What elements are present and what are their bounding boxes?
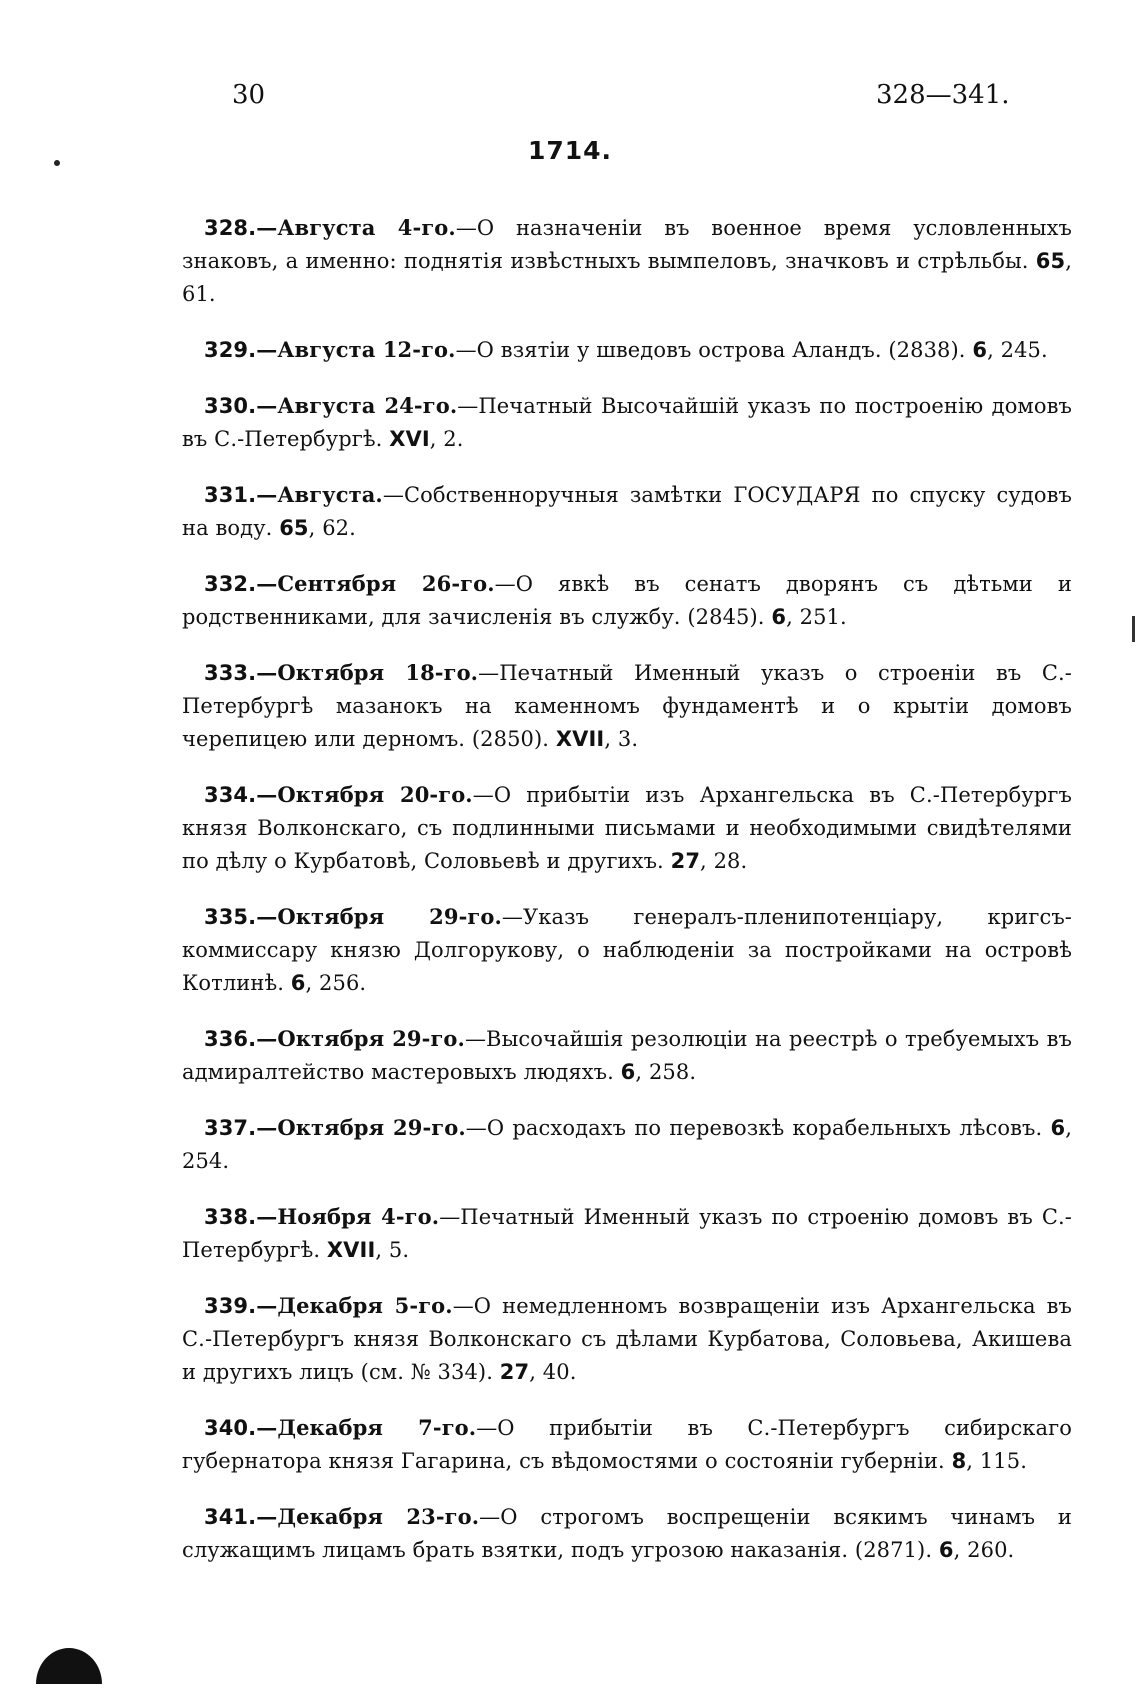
entry-date: —Августа 12-го. <box>256 337 456 362</box>
entry-text: —О строгомъ воспрещеніи всякимъ чинамъ и служащимъ лицамъ брать взятки, подъ угрозою наказанія. (2871). <box>182 1505 1072 1562</box>
entry-page: , 251. <box>786 605 847 629</box>
entry-number: 333. <box>204 661 257 685</box>
entry <box>182 333 1072 367</box>
entry-volume: 27 <box>670 849 701 873</box>
entry-page: , 256. <box>305 971 367 995</box>
year-heading: 1714. <box>527 136 613 165</box>
entry-page: , 3. <box>604 727 639 751</box>
entry-date: —Октября 29-го. <box>256 904 502 929</box>
entry-date: —Декабря 5-го. <box>256 1293 453 1318</box>
entry-text: —Указъ генералъ-пленипотенціару, кригсъ-коммиссару князю Долгорукову, о наблюденіи за постройками на островѣ Котлинѣ. <box>182 905 1072 995</box>
entry-date: —Августа. <box>256 482 383 507</box>
entry-number: 335. <box>204 905 257 929</box>
entry-text: —Печатный Высочайшій указъ по построенію домовъ въ С.-Петербургѣ. <box>182 394 1072 451</box>
entry-page: , 115. <box>966 1449 1028 1473</box>
entry-volume: 8 <box>951 1449 967 1473</box>
entry <box>182 1500 1072 1567</box>
entry-volume: 27 <box>499 1360 530 1384</box>
entry-page: , 2. <box>429 427 464 451</box>
entry-number: 334. <box>204 783 257 807</box>
entry-number: 328. <box>204 216 257 240</box>
entry-date: —Августа 4-го. <box>256 215 456 240</box>
entry-page: , 28. <box>700 849 748 873</box>
entry-page: , 260. <box>953 1538 1015 1562</box>
entry <box>182 1200 1072 1267</box>
entry-date: —Октября 29-го. <box>256 1115 466 1140</box>
entry-number: 338. <box>204 1205 257 1229</box>
entry <box>182 211 1072 311</box>
entry-text: —Собственноручныя замѣтки ГОСУДАРЯ по спуску судовъ на воду. <box>182 483 1072 540</box>
entry-volume: 6 <box>1050 1116 1066 1140</box>
edge-mark <box>1132 616 1135 642</box>
entry-volume: 65 <box>1035 249 1066 273</box>
entry-page: , 62. <box>308 516 356 540</box>
entry-volume: XVII <box>326 1238 376 1262</box>
entry-date: —Ноября 4-го. <box>256 1204 440 1229</box>
entry-text: —О прибытіи въ С.-Петербургъ сибирскаго губернатора князя Гагарина, съ вѣдомостями о состояніи губерніи. <box>182 1416 1072 1473</box>
entry-number: 331. <box>204 483 257 507</box>
entry-range: 328—341. <box>876 80 1010 110</box>
page-number: 30 <box>232 80 266 110</box>
entry-date: —Августа 24-го. <box>256 393 458 418</box>
entry-text: —О взятіи у шведовъ острова Аландъ. (2838). <box>455 338 973 362</box>
entry-volume: XVII <box>555 727 605 751</box>
entry-volume: 6 <box>938 1538 954 1562</box>
entry <box>182 656 1072 756</box>
entry-date: —Октября 29-го. <box>256 1026 465 1051</box>
entry-number: 337. <box>204 1116 257 1140</box>
entry-text: —Печатный Именный указъ по строенію домовъ въ С.-Петербургѣ. <box>182 1205 1072 1262</box>
entry <box>182 778 1072 878</box>
entry-page: , 40. <box>529 1360 577 1384</box>
entry-text: —О расходахъ по перевозкѣ корабельныхъ лѣсовъ. <box>465 1116 1051 1140</box>
entry-text: —Высочайшія резолюціи на реестрѣ о требуемыхъ въ адмиралтейство мастеровыхъ людяхъ. <box>182 1027 1072 1084</box>
entry <box>182 1111 1072 1178</box>
entry <box>182 389 1072 456</box>
ink-blot <box>36 1648 102 1684</box>
entry-number: 336. <box>204 1027 257 1051</box>
entry-list <box>182 190 1072 1589</box>
entry-volume: 6 <box>771 605 787 629</box>
entry <box>182 1289 1072 1389</box>
entry-text: —О немедленномъ возвращеніи изъ Архангельска въ С.-Петербургъ князя Волконскаго съ дѣлами Курбатова, Соловьева, Акишева и другихъ лицъ (см. № 334). <box>182 1294 1072 1384</box>
entry <box>182 478 1072 545</box>
entry-volume: 6 <box>972 338 988 362</box>
entry-number: 329. <box>204 338 257 362</box>
entry-page: , 254. <box>182 1116 1072 1173</box>
entry <box>182 1411 1072 1478</box>
entry-page: , 258. <box>635 1060 697 1084</box>
entry-number: 330. <box>204 394 257 418</box>
entry-number: 340. <box>204 1416 257 1440</box>
entry-number: 339. <box>204 1294 257 1318</box>
entry-volume: XVI <box>389 427 430 451</box>
entry-date: —Декабря 23-го. <box>256 1504 480 1529</box>
entry-volume: 6 <box>620 1060 636 1084</box>
entry <box>182 567 1072 634</box>
entry-date: —Октября 18-го. <box>256 660 479 685</box>
margin-dot <box>54 160 60 166</box>
entry-number: 332. <box>204 572 257 596</box>
entry-text: —О назначеніи въ военное время условленныхъ знаковъ, а именно: поднятія извѣстныхъ вымпеловъ, значковъ и стрѣльбы. <box>182 216 1072 273</box>
entry-text: —О явкѣ въ сенатъ дворянъ съ дѣтьми и родственниками, для зачисленія въ службу. (2845). <box>182 572 1072 629</box>
entry-text: —Печатный Именный указъ о строеніи въ С.-Петербургѣ мазанокъ на каменномъ фундаментѣ и о крытіи домовъ черепицею или дерномъ. (2850). <box>182 661 1072 751</box>
entry-page: , 245. <box>987 338 1048 362</box>
entry <box>182 900 1072 1000</box>
entry-volume: 65 <box>279 516 309 540</box>
entry-number: 341. <box>204 1505 257 1529</box>
entry-page: , 5. <box>375 1238 410 1262</box>
entry-text: —О прибытіи изъ Архангельска въ С.-Петербургъ князя Волконскаго, съ подлинными письмами и необходимыми свидѣтелями по дѣлу о Курбатовѣ, Соловьевѣ и другихъ. <box>182 783 1072 873</box>
entry-date: —Сентября 26-го. <box>256 571 495 596</box>
entry-volume: 6 <box>290 971 306 995</box>
entry-page: , 61. <box>182 249 1072 306</box>
entry-date: —Октября 20-го. <box>256 782 473 807</box>
entry <box>182 1022 1072 1089</box>
entry-date: —Декабря 7-го. <box>256 1415 477 1440</box>
